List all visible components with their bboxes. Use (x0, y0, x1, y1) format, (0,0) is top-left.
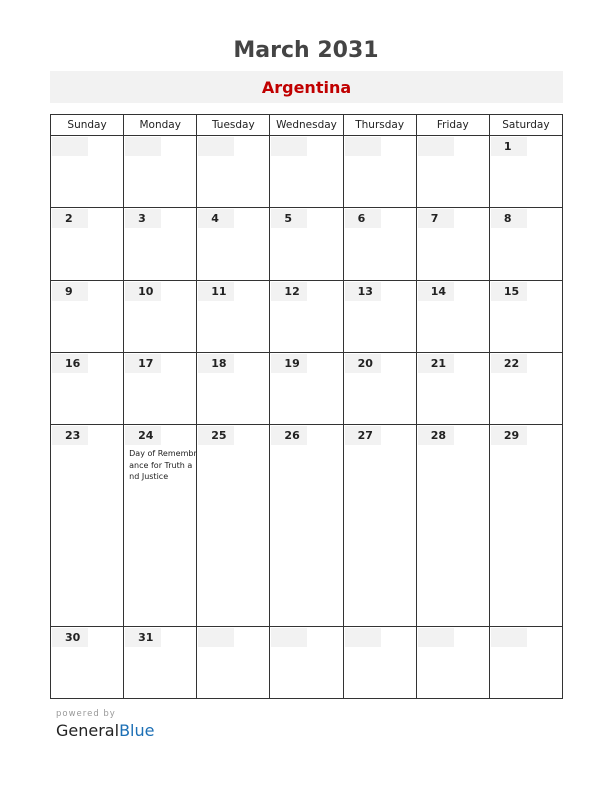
day-number: 4 (198, 209, 234, 228)
day-cell (489, 136, 562, 208)
country-banner (50, 71, 563, 103)
day-number: 17 (125, 354, 161, 373)
day-cell (489, 425, 562, 626)
day-number: 25 (198, 426, 234, 445)
day-cell (489, 626, 562, 698)
day-cell (270, 352, 343, 424)
day-number (52, 137, 88, 156)
day-cell (197, 626, 270, 698)
day-cell (343, 208, 416, 280)
day-number: 3 (125, 209, 161, 228)
week-row (51, 352, 563, 424)
day-cell (51, 352, 124, 424)
weekday-monday: Monday (124, 115, 197, 136)
day-cell (416, 280, 489, 352)
day-cell (124, 136, 197, 208)
day-cell (416, 352, 489, 424)
day-number (418, 628, 454, 647)
day-number: 16 (52, 354, 88, 373)
day-number (491, 628, 527, 647)
day-cell (197, 352, 270, 424)
day-cell (489, 352, 562, 424)
day-number: 6 (345, 209, 381, 228)
day-number: 7 (418, 209, 454, 228)
week-row (51, 626, 563, 698)
holiday-label: Day of Remembrance for Truth and Justice (129, 449, 197, 482)
day-cell (124, 208, 197, 280)
day-number: 21 (418, 354, 454, 373)
day-number: 28 (418, 426, 454, 445)
country-name: Argentina (261, 78, 352, 97)
weekday-sunday: Sunday (51, 115, 124, 136)
day-number: 19 (271, 354, 307, 373)
day-number: 24 (125, 426, 161, 445)
day-number: 15 (491, 282, 527, 301)
weekday-saturday: Saturday (489, 115, 562, 136)
day-number (345, 628, 381, 647)
day-cell (489, 280, 562, 352)
day-number: 31 (125, 628, 161, 647)
day-number: 23 (52, 426, 88, 445)
week-row (51, 208, 563, 280)
day-cell (197, 280, 270, 352)
day-cell (51, 626, 124, 698)
day-number: 11 (198, 282, 234, 301)
day-cell (270, 208, 343, 280)
week-row (51, 280, 563, 352)
day-cell (51, 425, 124, 626)
day-number: 9 (52, 282, 88, 301)
day-number (271, 628, 307, 647)
day-cell (51, 136, 124, 208)
day-cell (416, 425, 489, 626)
day-number: 14 (418, 282, 454, 301)
week-row (51, 425, 563, 626)
day-cell (51, 208, 124, 280)
day-cell (124, 626, 197, 698)
weekday-thursday: Thursday (343, 115, 416, 136)
day-cell (270, 626, 343, 698)
day-number (198, 137, 234, 156)
day-number: 13 (345, 282, 381, 301)
day-number: 12 (271, 282, 307, 301)
weekday-header-row (51, 115, 563, 136)
day-number (418, 137, 454, 156)
footer-brand (56, 709, 154, 740)
day-cell (416, 208, 489, 280)
day-cell (343, 136, 416, 208)
day-cell (51, 280, 124, 352)
day-cell (343, 280, 416, 352)
day-cell (197, 425, 270, 626)
day-cell (124, 280, 197, 352)
brand-blue: Blue (119, 721, 155, 740)
day-number: 26 (271, 426, 307, 445)
powered-by-text: powered by (56, 709, 116, 719)
day-cell (489, 208, 562, 280)
day-number: 5 (271, 209, 307, 228)
week-row (51, 136, 563, 208)
day-cell (124, 425, 197, 626)
day-cell (270, 280, 343, 352)
day-number: 1 (491, 137, 527, 156)
day-number: 2 (52, 209, 88, 228)
calendar-grid (50, 114, 563, 699)
day-number: 27 (345, 426, 381, 445)
day-number (125, 137, 161, 156)
day-number (271, 137, 307, 156)
day-cell (416, 626, 489, 698)
day-number: 22 (491, 354, 527, 373)
day-cell (197, 136, 270, 208)
day-number: 20 (345, 354, 381, 373)
day-cell (343, 352, 416, 424)
day-cell (416, 136, 489, 208)
day-cell (343, 626, 416, 698)
day-number: 29 (491, 426, 527, 445)
day-number: 30 (52, 628, 88, 647)
day-cell (197, 208, 270, 280)
day-number: 8 (491, 209, 527, 228)
weekday-wednesday: Wednesday (270, 115, 343, 136)
generalblue-logo (56, 721, 154, 740)
day-number: 10 (125, 282, 161, 301)
day-number (345, 137, 381, 156)
day-cell (124, 352, 197, 424)
day-number: 18 (198, 354, 234, 373)
weekday-tuesday: Tuesday (197, 115, 270, 136)
page-title: March 2031 (233, 38, 379, 63)
day-cell (270, 136, 343, 208)
day-cell (270, 425, 343, 626)
day-number (198, 628, 234, 647)
day-cell (343, 425, 416, 626)
weekday-friday: Friday (416, 115, 489, 136)
brand-general: General (56, 721, 120, 740)
